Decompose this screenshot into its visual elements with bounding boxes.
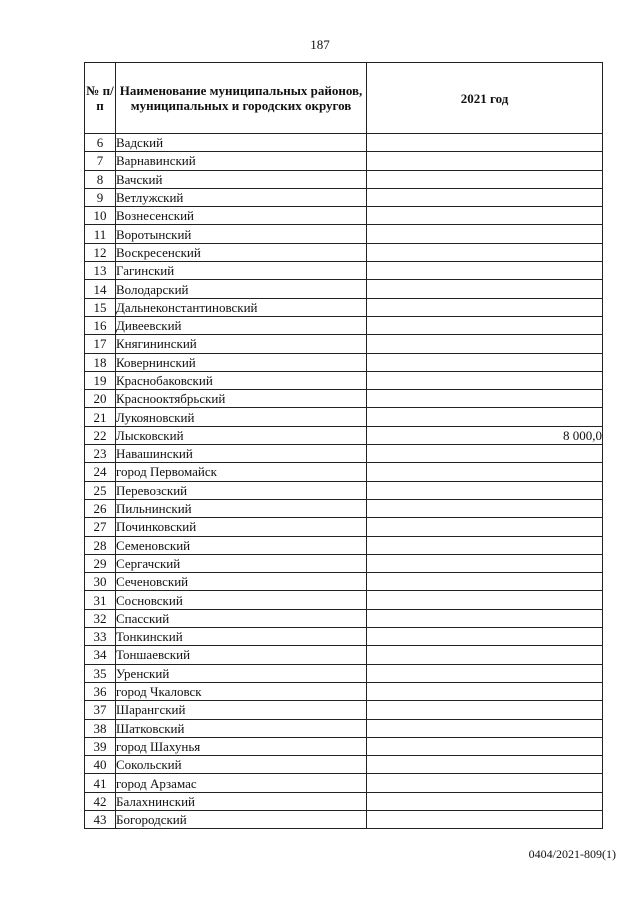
row-value-2021 (367, 225, 603, 243)
table-row (85, 792, 603, 810)
table-header-row (85, 63, 603, 134)
row-municipality-name: Дальнеконстантиновский (116, 298, 367, 316)
table-row (85, 280, 603, 298)
table-row (85, 353, 603, 371)
row-number: 26 (85, 499, 116, 517)
table-row (85, 225, 603, 243)
header-municipality-name: Наименование муниципальных районов, муниципальных и городских округов (116, 63, 367, 134)
row-municipality-name: Сокольский (116, 756, 367, 774)
row-number: 42 (85, 792, 116, 810)
row-value-2021 (367, 591, 603, 609)
table-row (85, 207, 603, 225)
row-number: 35 (85, 664, 116, 682)
row-municipality-name: Богородский (116, 810, 367, 828)
row-municipality-name: Варнавинский (116, 152, 367, 170)
row-number: 21 (85, 408, 116, 426)
row-number: 32 (85, 609, 116, 627)
row-number: 17 (85, 335, 116, 353)
row-municipality-name: Сергачский (116, 554, 367, 572)
row-municipality-name: город Шахунья (116, 737, 367, 755)
table-row (85, 408, 603, 426)
table-row (85, 390, 603, 408)
row-municipality-name: город Арзамас (116, 774, 367, 792)
row-municipality-name: Сеченовский (116, 573, 367, 591)
row-municipality-name: Дивеевский (116, 316, 367, 334)
row-municipality-name: Балахнинский (116, 792, 367, 810)
table-row (85, 335, 603, 353)
table-row (85, 701, 603, 719)
row-value-2021 (367, 664, 603, 682)
row-municipality-name: Спасский (116, 609, 367, 627)
table-row (85, 316, 603, 334)
row-value-2021 (367, 390, 603, 408)
row-number: 15 (85, 298, 116, 316)
row-value-2021 (367, 810, 603, 828)
row-number: 13 (85, 262, 116, 280)
row-municipality-name: Княгининский (116, 335, 367, 353)
table-body (85, 134, 603, 829)
row-number: 40 (85, 756, 116, 774)
row-municipality-name: Пильнинский (116, 499, 367, 517)
row-value-2021 (367, 573, 603, 591)
row-municipality-name: Шарангский (116, 701, 367, 719)
row-municipality-name: Гагинский (116, 262, 367, 280)
row-value-2021 (367, 371, 603, 389)
row-value-2021 (367, 792, 603, 810)
row-number: 9 (85, 188, 116, 206)
row-municipality-name: Воротынский (116, 225, 367, 243)
row-value-2021 (367, 481, 603, 499)
row-value-2021 (367, 536, 603, 554)
table-row (85, 628, 603, 646)
row-number: 34 (85, 646, 116, 664)
header-number: № п/п (85, 63, 116, 134)
row-number: 28 (85, 536, 116, 554)
row-value-2021 (367, 609, 603, 627)
row-value-2021 (367, 463, 603, 481)
row-value-2021 (367, 243, 603, 261)
row-municipality-name: Краснобаковский (116, 371, 367, 389)
row-value-2021 (367, 152, 603, 170)
row-value-2021 (367, 188, 603, 206)
row-municipality-name: Уренский (116, 664, 367, 682)
table-row (85, 518, 603, 536)
table-row (85, 554, 603, 572)
row-number: 37 (85, 701, 116, 719)
row-number: 36 (85, 682, 116, 700)
row-value-2021 (367, 737, 603, 755)
table-row (85, 573, 603, 591)
row-value-2021 (367, 701, 603, 719)
table-row (85, 774, 603, 792)
row-value-2021 (367, 408, 603, 426)
row-municipality-name: Семеновский (116, 536, 367, 554)
row-value-2021 (367, 756, 603, 774)
row-number: 39 (85, 737, 116, 755)
row-value-2021 (367, 170, 603, 188)
table-row (85, 646, 603, 664)
row-number: 16 (85, 316, 116, 334)
row-value-2021 (367, 499, 603, 517)
row-municipality-name: город Первомайск (116, 463, 367, 481)
row-municipality-name: Ковернинский (116, 353, 367, 371)
table-row (85, 463, 603, 481)
row-number: 10 (85, 207, 116, 225)
row-number: 30 (85, 573, 116, 591)
row-value-2021 (367, 445, 603, 463)
row-number: 29 (85, 554, 116, 572)
row-municipality-name: Сосновский (116, 591, 367, 609)
table-row (85, 243, 603, 261)
row-municipality-name: Вачский (116, 170, 367, 188)
row-municipality-name: Володарский (116, 280, 367, 298)
table-row (85, 664, 603, 682)
row-value-2021 (367, 353, 603, 371)
row-number: 12 (85, 243, 116, 261)
row-number: 20 (85, 390, 116, 408)
table-row (85, 262, 603, 280)
row-value-2021 (367, 518, 603, 536)
row-municipality-name: город Чкаловск (116, 682, 367, 700)
row-number: 31 (85, 591, 116, 609)
table-row (85, 536, 603, 554)
table-row (85, 609, 603, 627)
table-row (85, 134, 603, 152)
row-value-2021 (367, 774, 603, 792)
row-municipality-name: Навашинский (116, 445, 367, 463)
row-number: 41 (85, 774, 116, 792)
row-value-2021: 8 000,0 (367, 426, 603, 444)
table-row (85, 719, 603, 737)
table-row (85, 737, 603, 755)
row-municipality-name: Тоншаевский (116, 646, 367, 664)
municipal-table (84, 62, 603, 829)
table-row (85, 810, 603, 828)
row-value-2021 (367, 280, 603, 298)
header-year-2021: 2021 год (367, 63, 603, 134)
table-row (85, 499, 603, 517)
row-number: 24 (85, 463, 116, 481)
table-row (85, 371, 603, 389)
table-row (85, 756, 603, 774)
row-number: 43 (85, 810, 116, 828)
row-value-2021 (367, 682, 603, 700)
row-municipality-name: Воскресенский (116, 243, 367, 261)
row-value-2021 (367, 554, 603, 572)
row-number: 14 (85, 280, 116, 298)
row-value-2021 (367, 646, 603, 664)
row-value-2021 (367, 316, 603, 334)
row-number: 27 (85, 518, 116, 536)
row-number: 38 (85, 719, 116, 737)
row-number: 19 (85, 371, 116, 389)
table-row (85, 170, 603, 188)
row-municipality-name: Починковский (116, 518, 367, 536)
row-number: 8 (85, 170, 116, 188)
row-value-2021 (367, 298, 603, 316)
table-row (85, 426, 603, 444)
row-number: 25 (85, 481, 116, 499)
table-row (85, 152, 603, 170)
row-number: 11 (85, 225, 116, 243)
document-code: 0404/2021-809(1) (528, 847, 616, 861)
row-number: 33 (85, 628, 116, 646)
row-value-2021 (367, 262, 603, 280)
table-row (85, 682, 603, 700)
row-number: 23 (85, 445, 116, 463)
page-number: 187 (310, 37, 330, 52)
row-number: 18 (85, 353, 116, 371)
table-row (85, 591, 603, 609)
row-number: 7 (85, 152, 116, 170)
row-number: 6 (85, 134, 116, 152)
row-number: 22 (85, 426, 116, 444)
row-value-2021 (367, 719, 603, 737)
table-row (85, 481, 603, 499)
row-municipality-name: Тонкинский (116, 628, 367, 646)
row-municipality-name: Вадский (116, 134, 367, 152)
row-municipality-name: Вознесенский (116, 207, 367, 225)
table-row (85, 298, 603, 316)
table-row (85, 445, 603, 463)
row-municipality-name: Краснооктябрьский (116, 390, 367, 408)
row-value-2021 (367, 207, 603, 225)
row-municipality-name: Перевозский (116, 481, 367, 499)
row-municipality-name: Ветлужский (116, 188, 367, 206)
row-municipality-name: Шатковский (116, 719, 367, 737)
row-value-2021 (367, 628, 603, 646)
row-municipality-name: Лукояновский (116, 408, 367, 426)
table-row (85, 188, 603, 206)
row-value-2021 (367, 335, 603, 353)
row-value-2021 (367, 134, 603, 152)
row-municipality-name: Лысковский (116, 426, 367, 444)
